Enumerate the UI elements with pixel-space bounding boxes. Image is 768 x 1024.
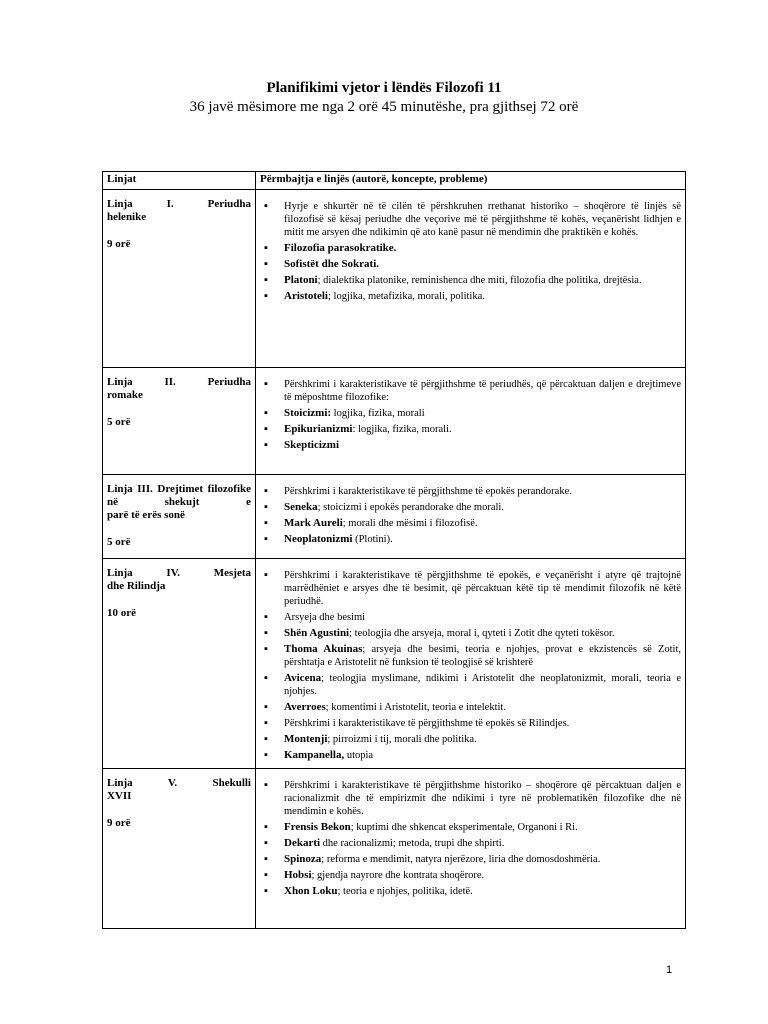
item-text: ; teologjia myslimane, ndikimi i Aristotelit dhe neoplatonizmit, morali, teoria e njohjes. [284, 673, 681, 697]
line-name-part-a: Linja III. Drejtimet filozofike në shekujt e [107, 483, 251, 508]
line-hours: 10 orë [107, 607, 137, 619]
item-author: Neoplatonizmi [284, 533, 353, 545]
item-text: ; reforma e mendimit, natyra njerëzore, liria dhe domosdoshmëria. [321, 854, 601, 865]
line-name [107, 376, 251, 402]
list-item [260, 423, 681, 436]
list-item [260, 501, 681, 514]
item-author: Epikurianizmi [284, 423, 353, 435]
item-author: Kampanella, [284, 749, 345, 761]
line-name-part-b: dhe Rilindja [107, 580, 166, 592]
item-text: Arsyeja dhe besimi [284, 612, 366, 623]
item-text: ; kuptimi dhe shkencat eksperimentale, Organoni i Ri. [350, 822, 578, 833]
list-item [260, 485, 681, 498]
item-text: Përshkrimi i karakteristikave të përgjithshme të periudhës, që përcaktuan daljen e drejtimeve të mëposhtme filozofike: [284, 379, 681, 403]
column-header-lines: Linjat [103, 172, 256, 190]
item-text: ; pirroizmi i tij, morali dhe politika. [327, 734, 477, 745]
line-cell [103, 368, 256, 475]
item-author: Sofistët dhe Sokrati. [284, 258, 380, 270]
list-item [260, 290, 681, 303]
plan-table [102, 171, 686, 929]
line-name-part-b: romake [107, 389, 143, 401]
item-author: Skepticizmi [284, 439, 339, 451]
table-row [103, 475, 686, 559]
line-name [107, 483, 251, 522]
document-title: Planifikimi vjetor i lëndës Filozofi 11 [266, 80, 502, 96]
item-author: Montenji [284, 733, 328, 745]
list-item [260, 837, 681, 850]
list-item [260, 779, 681, 818]
item-text: dhe racionalizmi; metoda, trupi dhe shpirti. [320, 838, 505, 849]
item-text: utopia [344, 750, 374, 761]
item-text: (Plotini). [352, 534, 393, 545]
item-text: Përshkrimi i karakteristikave të përgjithshme historiko – shoqërore që përcaktuan daljen e racionalizmit dhe të empirizmit dhe ndikimi i tyre në problematikën filozofike dhe në mendimin e kohës. [284, 780, 681, 817]
line-name-part-b: helenike [107, 211, 147, 223]
line-hours: 9 orë [107, 817, 131, 829]
item-text: ; komentimi i Aristotelit, teoria e intelektit. [325, 702, 506, 713]
line-cell [103, 475, 256, 559]
line-name-part-b: XVII [107, 790, 132, 802]
list-item [260, 258, 681, 271]
line-name-part-b: parë të erës sonë [107, 509, 185, 521]
item-author: Dekarti [284, 837, 321, 849]
item-author: Frensis Bekon [284, 821, 351, 833]
column-header-content: Përmbajtja e linjës (autorë, koncepte, probleme) [256, 172, 686, 190]
list-item [260, 407, 681, 420]
item-text: ; morali dhe mësimi i filozofisë. [342, 518, 478, 529]
item-text: ; arsyeja dhe besimi, teoria e njohjes, provat e ekzistencës së Zotit, përshtatja e Aristotelit në funksion të teologjisë së krishterë [284, 644, 681, 668]
item-text: ; logjika, metafizika, morali, politika. [327, 291, 485, 302]
list-item [260, 853, 681, 866]
list-item [260, 643, 681, 669]
item-author: Stoicizmi: [284, 407, 332, 419]
line-name [107, 198, 251, 224]
content-list [260, 378, 681, 452]
item-text: ; dialektika platonike, reminishenca dhe miti, filozofia dhe politika, drejtësia. [317, 275, 642, 286]
list-item [260, 701, 681, 714]
line-cell [103, 559, 256, 769]
item-text: ; stoicizmi i epokës perandorake dhe morali. [317, 502, 504, 513]
list-item [260, 533, 681, 546]
list-item [260, 672, 681, 698]
list-item [260, 627, 681, 640]
content-list [260, 569, 681, 762]
item-text: Përshkrimi i karakteristikave të përgjithshme të epokës, e veçanërisht i atyre që trajtojnë marrëdhëniet e arsyes dhe të besimit, që përcaktuan këtë tip të mendimit filozofik në këtë periudhë. [284, 570, 681, 607]
list-item [260, 611, 681, 624]
item-text: : logjika, fizika, morali. [352, 424, 452, 435]
table-row [103, 190, 686, 368]
list-item [260, 517, 681, 530]
item-author: Aristoteli [284, 290, 328, 302]
line-cell [103, 190, 256, 368]
item-author: Spinoza [284, 853, 322, 865]
content-cell [256, 475, 686, 559]
list-item [260, 242, 681, 255]
line-name-part-a: Linja IV. Mesjeta [107, 567, 251, 579]
item-author: Xhon Loku [284, 885, 338, 897]
document-subtitle: 36 javë mësimore me nga 2 orë 45 minutëshe, pra gjithsej 72 orë [189, 99, 579, 115]
table-row [103, 769, 686, 929]
line-name-part-a: Linja I. Periudha [107, 198, 251, 210]
list-item [260, 749, 681, 762]
line-hours: 5 orë [107, 536, 131, 548]
content-cell [256, 368, 686, 475]
list-item [260, 439, 681, 452]
list-item [260, 821, 681, 834]
item-text: Përshkrimi i karakteristikave të përgjithshme të epokës perandorake. [284, 486, 572, 497]
list-item [260, 869, 681, 882]
item-text: Përshkrimi i karakteristikave të përgjithshme të epokës së Rilindjes. [284, 718, 570, 729]
table-row [103, 368, 686, 475]
list-item [260, 885, 681, 898]
line-hours: 9 orë [107, 238, 131, 250]
item-author: Averroes [284, 701, 326, 713]
item-text: logjika, fizika, morali [331, 408, 425, 419]
item-text: ; teologjia dhe arsyeja, moral i, qyteti i Zotit dhe qyteti tokësor. [349, 628, 615, 639]
item-author: Shën Agustini [284, 627, 350, 639]
item-text: Hyrje e shkurtër në të cilën të përshkruhen rrethanat historiko – shoqërore të linjës së filozofisë së kësaj periudhe dhe veçorive më të përgjithshme të kohës, veçanërisht lidhjen e mitit me arsyen dhe ndikimin që ato kanë pasur në mendimin dhe praktikën e kohës. [284, 201, 681, 238]
plan-table-body [103, 190, 686, 929]
content-cell [256, 769, 686, 929]
table-row [103, 559, 686, 769]
list-item [260, 717, 681, 730]
item-author: Platoni [284, 274, 318, 286]
item-author: Mark Aureli [284, 517, 343, 529]
list-item [260, 378, 681, 404]
content-list [260, 200, 681, 303]
list-item [260, 200, 681, 239]
line-name-part-a: Linja V. Shekulli [107, 777, 251, 789]
content-cell [256, 190, 686, 368]
content-list [260, 485, 681, 546]
list-item [260, 733, 681, 746]
item-author: Seneka [284, 501, 318, 513]
content-cell [256, 559, 686, 769]
table-header-row [103, 172, 686, 190]
line-name [107, 567, 251, 593]
item-author: Filozofia parasokratike. [284, 242, 397, 254]
item-author: Thoma Akuinas [284, 643, 363, 655]
item-author: Avicena [284, 672, 322, 684]
line-cell [103, 769, 256, 929]
item-text: ; gjendja nayrore dhe kontrata shoqërore. [311, 870, 485, 881]
list-item [260, 569, 681, 608]
list-item [260, 274, 681, 287]
item-author: Hobsi [284, 869, 312, 881]
line-name-part-a: Linja II. Periudha [107, 376, 251, 388]
page-number: 1 [666, 964, 673, 976]
content-list [260, 779, 681, 898]
item-text: ; teoria e njohjes, politika, idetë. [337, 886, 473, 897]
line-name [107, 777, 251, 803]
line-hours: 5 orë [107, 416, 131, 428]
